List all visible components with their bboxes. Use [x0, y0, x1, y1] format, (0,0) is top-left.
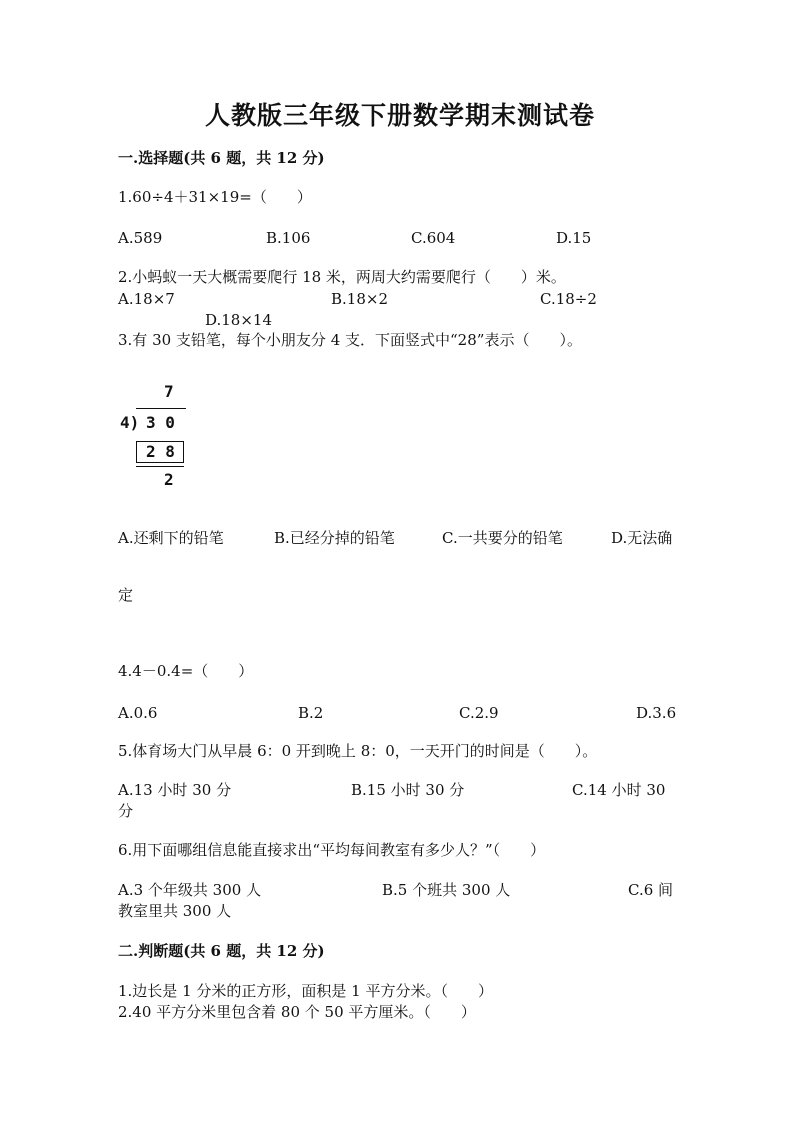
q2-option-d: D.18×14 [205, 311, 273, 329]
q5-stem: 5.体育场大门从早晨 6：0 开到晚上 8：0，一天开门的时间是（ ）。 [118, 742, 598, 760]
q5-option-c-continued: 分 [118, 802, 134, 820]
page-title: 人教版三年级下册数学期末测试卷 [204, 101, 595, 130]
q2-stem: 2.小蚂蚁一天大概需要爬行 18 米，两周大约需要爬行（ ）米。 [118, 268, 566, 286]
q3-stem: 3.有 30 支铅笔，每个小朋友分 4 支．下面竖式中“28”表示（ ）。 [118, 331, 582, 349]
division-remainder: 2 [164, 470, 174, 489]
q2-option-b: B.18×2 [331, 290, 388, 308]
division-subtract-line [136, 466, 184, 467]
q6-stem: 6.用下面哪组信息能直接求出“平均每间教室有多少人？”（ ） [118, 841, 546, 859]
q1-option-a: A.589 [118, 229, 163, 247]
q6-option-b: B.5 个班共 300 人 [382, 881, 511, 899]
q4-option-a: A.0.6 [118, 704, 158, 722]
q5-option-c: C.14 小时 30 [572, 781, 666, 799]
q4-option-b: B.2 [298, 704, 324, 722]
q6-option-a: A.3 个年级共 300 人 [118, 881, 262, 899]
judge-q2: 2.40 平方分米里包含着 80 个 50 平方厘米。（ ） [118, 1003, 476, 1021]
q6-option-c: C.6 间 [628, 881, 674, 899]
q1-stem: 1.60÷4＋31×19=（ ） [118, 188, 312, 206]
q3-option-b: B.已经分掉的铅笔 [274, 529, 395, 547]
q5-option-b: B.15 小时 30 分 [351, 781, 465, 799]
q5-option-a: A.13 小时 30 分 [118, 781, 232, 799]
division-dividend: 3 0 [146, 413, 175, 432]
q4-option-d: D.3.6 [636, 704, 677, 722]
section1-heading: 一.选择题(共 6 题，共 12 分) [118, 149, 325, 167]
q1-option-c: C.604 [411, 229, 456, 247]
q1-option-d: D.15 [556, 229, 592, 247]
q2-option-c: C.18÷2 [540, 290, 597, 308]
q3-option-d-continued: 定 [118, 586, 134, 604]
long-division-figure [118, 380, 198, 490]
q3-option-d: D.无法确 [611, 529, 673, 547]
division-product: 2 8 [146, 442, 175, 461]
division-bracket-line [136, 408, 186, 409]
q4-stem: 4.4－0.4=（ ） [118, 662, 254, 680]
section2-heading: 二.判断题(共 6 题，共 12 分) [118, 942, 325, 960]
q6-option-c-continued: 教室里共 300 人 [118, 902, 232, 920]
q2-option-a: A.18×7 [118, 290, 175, 308]
division-divisor: 4) [120, 413, 140, 432]
judge-q1: 1.边长是 1 分米的正方形，面积是 1 平方分米。（ ） [118, 982, 493, 1000]
division-quotient: 7 [164, 382, 174, 401]
q1-option-b: B.106 [266, 229, 311, 247]
q4-option-c: C.2.9 [459, 704, 499, 722]
q3-option-c: C.一共要分的铅笔 [442, 529, 563, 547]
q3-option-a: A.还剩下的铅笔 [118, 529, 224, 547]
